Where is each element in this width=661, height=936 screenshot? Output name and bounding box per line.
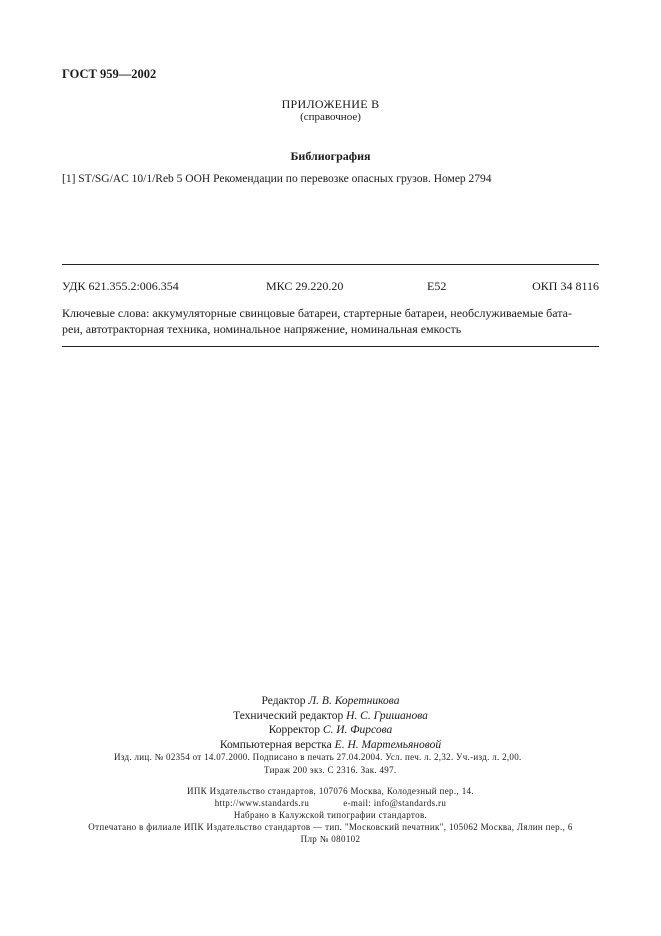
publisher-line-4: Отпечатано в филиале ИПК Издательство стандартов — тип. "Московский печатник", 105062 Москва, Лялин пер., 6 xyxy=(88,822,573,832)
bottom-divider xyxy=(62,346,599,347)
credit-name: Н. С. Гришанова xyxy=(346,709,428,722)
print-info-line-2: Тираж 200 экз. С 2316. Зак. 497. xyxy=(264,765,397,775)
publisher-info xyxy=(0,785,661,845)
okp-code: ОКП 34 8116 xyxy=(532,279,599,293)
annex-subtitle: (справочное) xyxy=(300,111,361,123)
credit-role: Редактор xyxy=(261,695,306,707)
credits-block xyxy=(0,694,661,752)
publisher-web: http://www.standards.ru xyxy=(214,798,310,808)
credit-tech-editor xyxy=(0,709,661,724)
credit-role: Корректор xyxy=(268,724,320,736)
credit-role: Компьютерная верстка xyxy=(219,738,332,751)
credit-proofreader xyxy=(0,723,661,738)
print-info-line-1: Изд. лиц. № 02354 от 14.07.2000. Подписано в печать 27.04.2004. Усл. печ. л. 2,32. Уч.-изд. л. 2,00. xyxy=(114,752,522,762)
credit-layout xyxy=(0,738,661,753)
credit-name: С. И. Фирсова xyxy=(322,724,393,736)
keywords-line-1: Ключевые слова: аккумуляторные свинцовые батареи, стартерные батареи, необслуживаемые бата- xyxy=(62,306,572,320)
keywords-line-2: реи, автотракторная техника, номинальное напряжение, номинальная емкость xyxy=(62,322,462,336)
publisher-line-1: ИПК Издательство стандартов, 107076 Москва, Колодезный пер., 14. xyxy=(186,786,475,796)
annex-title: ПРИЛОЖЕНИЕ В xyxy=(281,97,380,111)
publisher-line-3: Набрано в Калужской типографии стандартов. xyxy=(233,810,428,820)
print-info xyxy=(0,751,661,777)
bibliography-heading: Библиография xyxy=(290,149,371,163)
bibliography-item: [1] ST/SG/AC 10/1/Reb 5 ООН Рекомендации по перевозке опасных грузов. Номер 2794 xyxy=(62,173,492,185)
mks-code: МКС 29.220.20 xyxy=(266,279,344,293)
group-code: Е52 xyxy=(427,279,447,293)
publisher-email: e-mail: info@standards.ru xyxy=(343,798,447,808)
document-code: ГОСТ 959—2002 xyxy=(62,67,157,81)
credit-name: Л. В. Коретникова xyxy=(308,695,400,707)
keywords xyxy=(62,305,599,337)
publisher-contacts xyxy=(0,797,661,809)
credit-editor xyxy=(0,694,661,709)
publisher-line-5: Плр № 080102 xyxy=(300,834,361,844)
credit-role: Технический редактор xyxy=(233,709,344,722)
credit-name: Е. Н. Мартемьяновой xyxy=(334,738,442,751)
udk-code: УДК 621.355.2:006.354 xyxy=(62,279,179,293)
top-divider xyxy=(62,264,599,265)
